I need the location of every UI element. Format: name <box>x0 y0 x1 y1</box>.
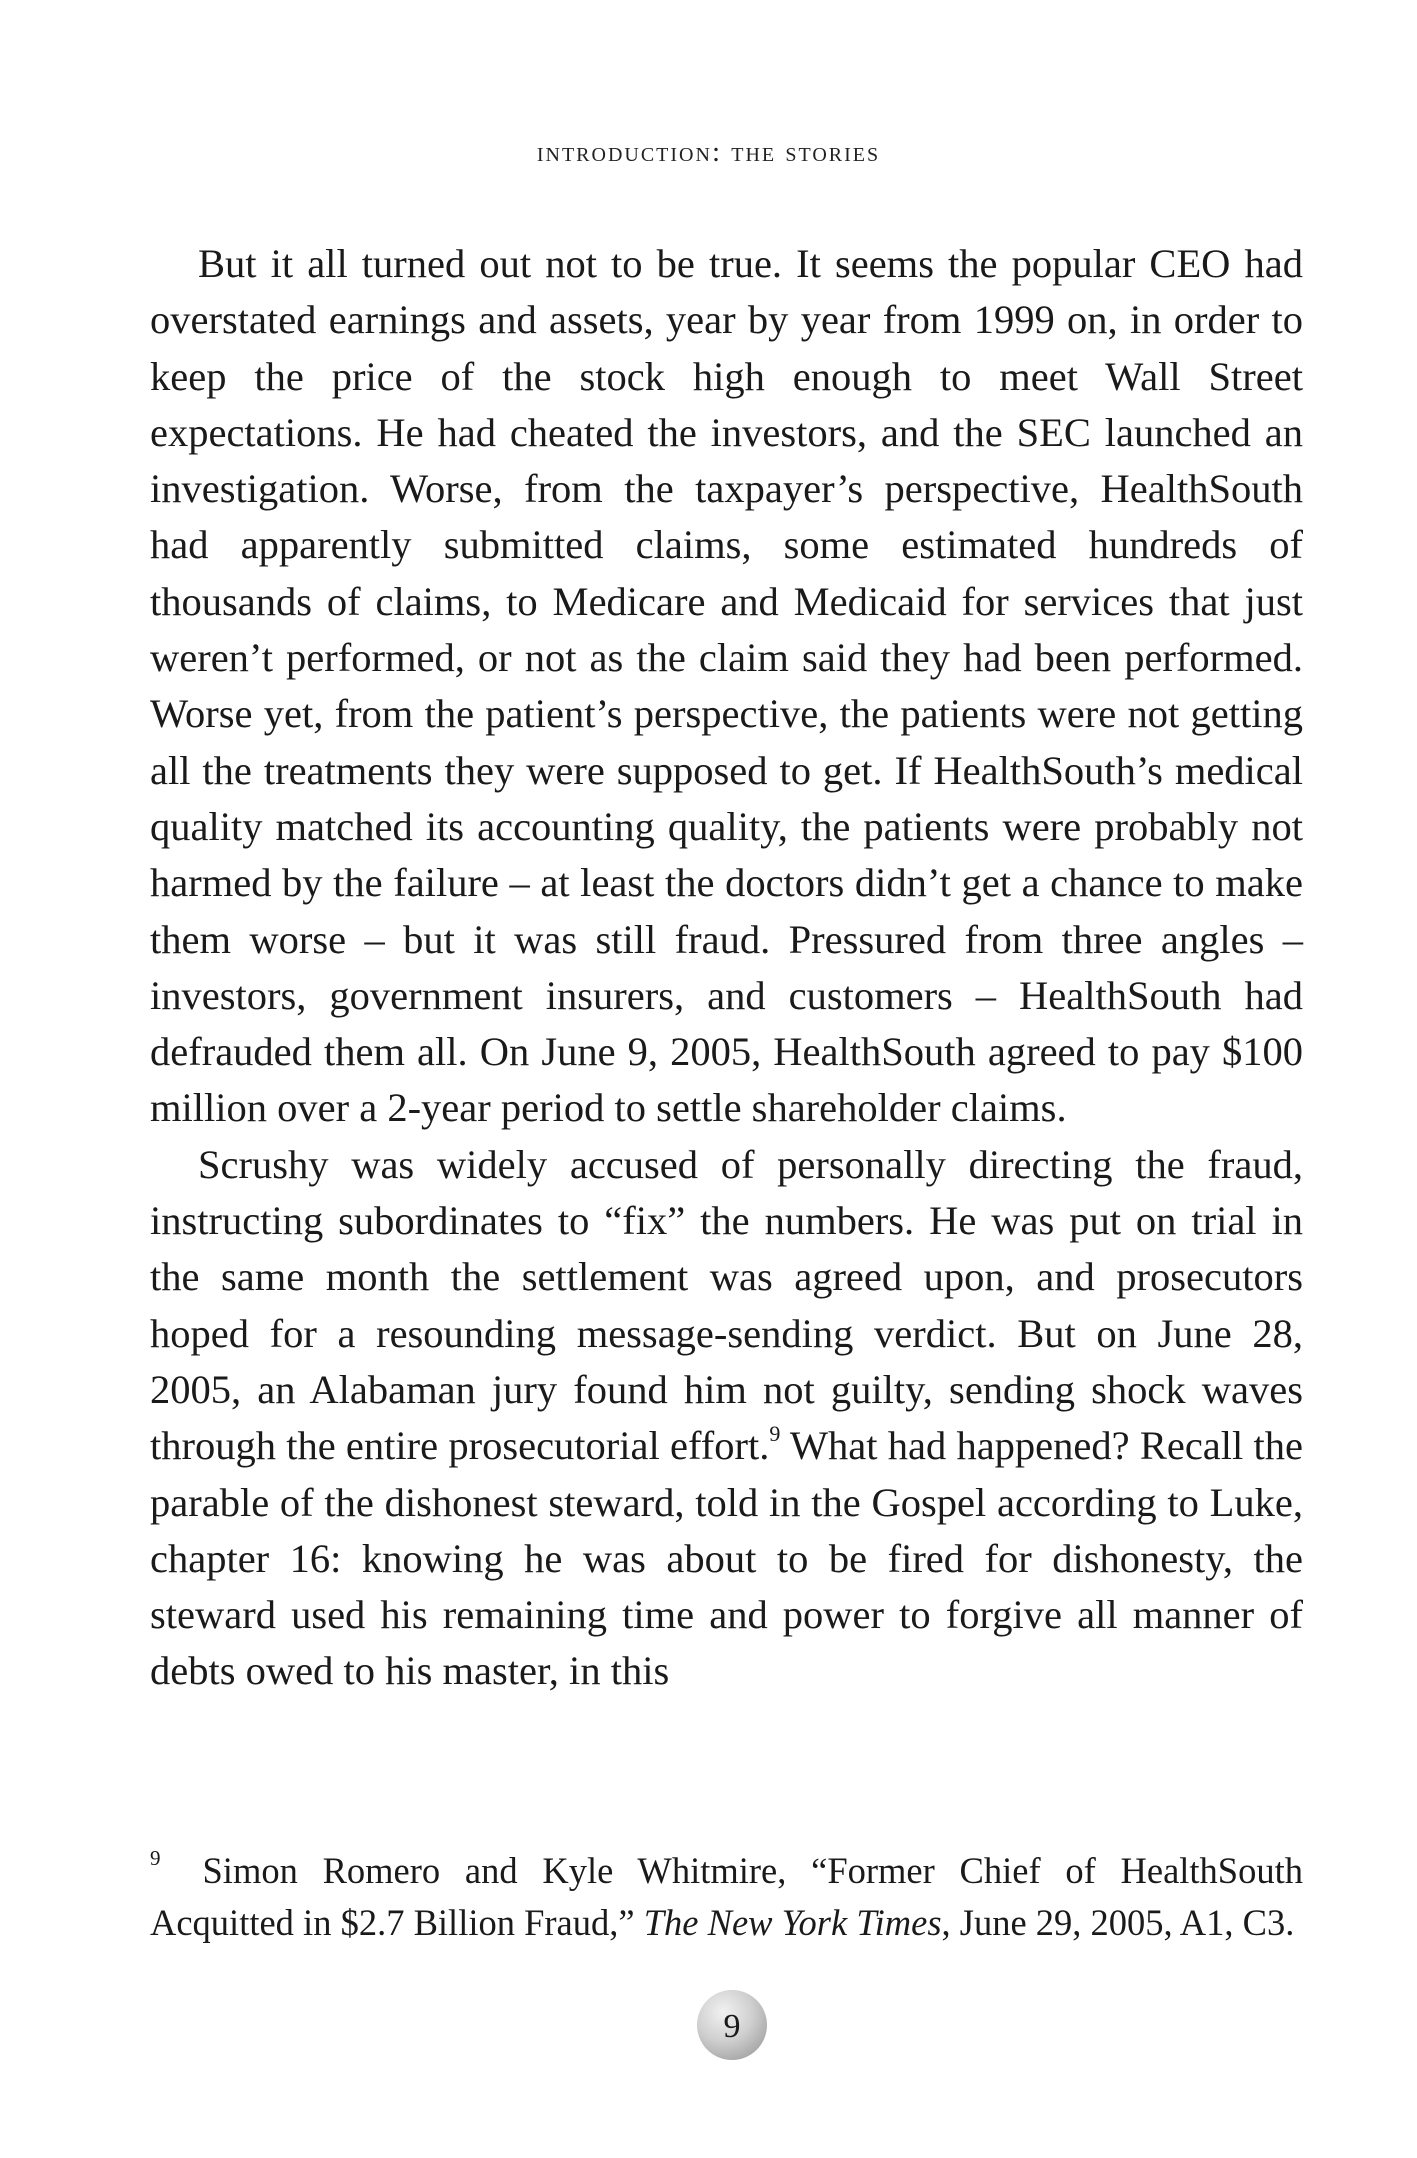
paragraph-2-text-b: What had happened? Recall the parable of the dishonest steward, told in the Gospel according to Luke, chapter 16: knowing he was about to be fired for dishonesty, the steward used his remaining time and power to forgive all manner of debts owed to his master, in this <box>150 1423 1303 1694</box>
footnote <box>150 1832 1303 1949</box>
footnote-marker: 9 <box>150 1846 161 1870</box>
footnote-text-a: Simon Romero and Kyle Whitmire, “Former Chief of HealthSouth Acquitted in $2.7 Billion Fraud,” <box>150 1850 1303 1943</box>
footnote-text-b: , June 29, 2005, A1, C3. <box>941 1902 1295 1943</box>
body-text <box>150 236 1303 1700</box>
page-number: 9 <box>723 2008 741 2045</box>
footnote-reference: 9 <box>769 1421 781 1447</box>
paragraph-2-text-a: Scrushy was widely accused of personally directing the fraud, instructing subordinates to “fix” the numbers. He was put on trial in the same month the settlement was agreed upon, and prosecutors hoped for a resounding message-sending verdict. But on June 28, 2005, an Alabaman jury found him not guilty, sending shock waves through the entire prosecutorial effort. <box>150 1141 1303 1469</box>
footnote-source-title: The New York Times <box>643 1902 942 1943</box>
page-number-badge <box>697 1990 767 2060</box>
running-head: introduction: the stories <box>536 136 881 168</box>
paragraph-2 <box>150 1137 1303 1700</box>
paragraph-1: But it all turned out not to be true. It seems the popular CEO had overstated earnings and assets, year by year from 1999 on, in order to keep the price of the stock high enough to meet Wall Street expectations. He had cheated the investors, and the SEC launched an investigation. Worse, from the taxpayer’s perspective, HealthSouth had apparently submitted claims, some estimated hundreds of thousands of claims, to Medicare and Medicaid for services that just weren’t performed, or not as the claim said they had been performed. Worse yet, from the patient’s perspective, the patients were not getting all the treatments they were supposed to get. If HealthSouth’s medical quality matched its accounting quality, the patients were probably not harmed by the failure – at least the doctors didn’t get a chance to make them worse – but it was still fraud. Pressured from three angles – investors, government insurers, and customers – HealthSouth had defrauded them all. On June 9, 2005, HealthSouth agreed to pay $100 million over a 2-year period to settle shareholder claims. <box>150 241 1303 1131</box>
